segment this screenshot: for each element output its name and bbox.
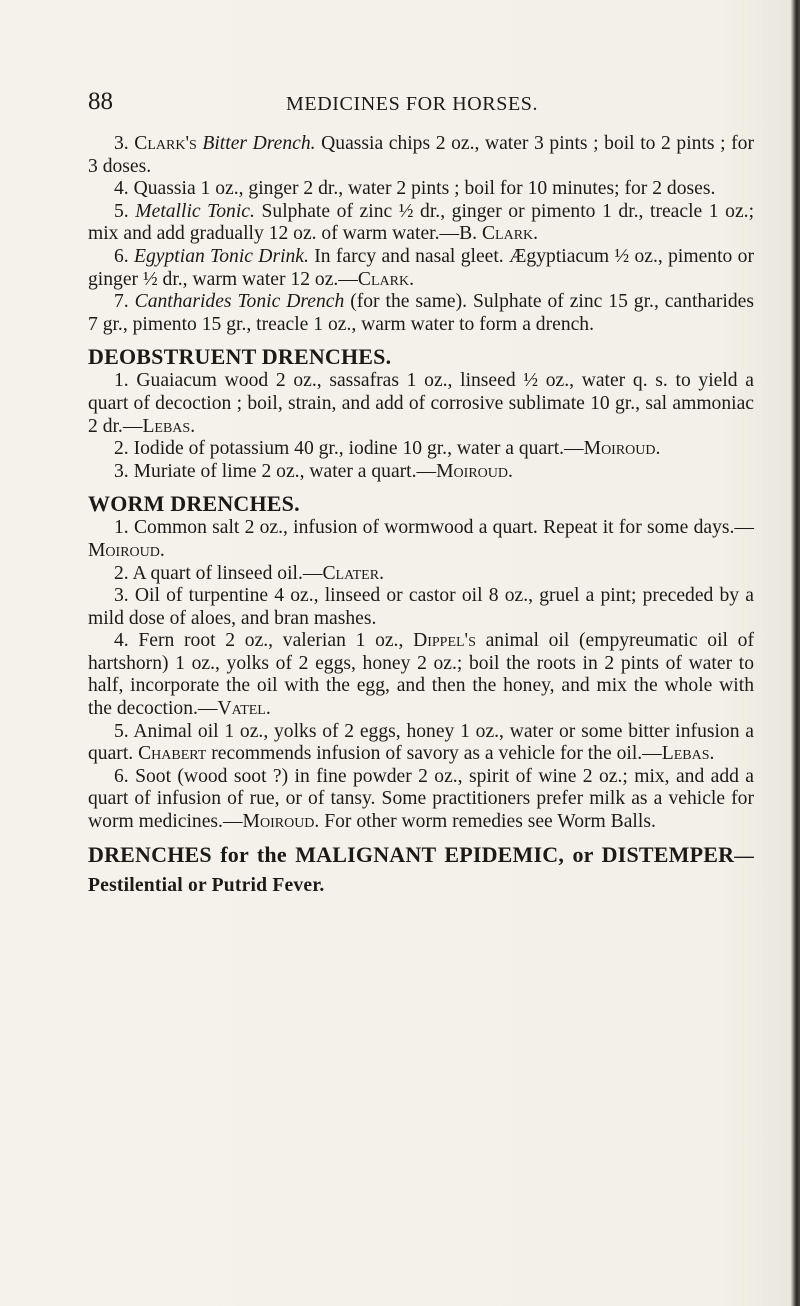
entry-linseed-oil: 2. A quart of linseed oil.—Clater. [114,562,384,584]
recipe-title: Egyptian Tonic Drink. [134,245,309,267]
person-name: Dippel's [413,630,476,652]
recipe-title: Metallic Tonic. [135,200,255,222]
entry-guaiacum-wood: 1. Guaiacum wood 2 oz., sassafras 1 oz., linseed ½ oz., water q. s. to yield a quart of decoction ; boil, strain, and add of corrosive sublimate 10 gr., sal ammoniac 2 dr.—Lebas. [88,370,754,437]
running-title: MEDICINES FOR HORSES. [286,93,539,115]
author-attribution: Lebas. [661,743,715,765]
entry-soot: 6. Soot (wood soot ?) in fine powder 2 oz., spirit of wine 2 oz.; mix, and add a quart of infusion of rue, or of tansy. Some practitioners prefer milk as a vehicle for worm medicines.—Moiroud. For other worm remedies see Worm Balls. [88,765,755,833]
section-heading-malignant: DRENCHES for the MALIGNANT EPIDEMIC, or DISTEMPER—Pestilential or Putrid Fever. [88,841,754,896]
page-body [88,133,754,899]
entry-cantharides-tonic-drench: 7. Cantharides Tonic Drench (for the same). Sulphate of zinc 15 gr., cantharides 7 gr., pimento 15 gr., treacle 1 oz., warm water to form a drench. [88,291,754,335]
author-attribution: Vatel. [217,698,271,720]
entry-metallic-tonic: 5. Metallic Tonic. Sulphate of zinc ½ dr., ginger or pimento 1 dr., treacle 1 oz.; mix and add gradually 12 oz. of warm water.—B. Clark. [88,200,755,245]
entry-oil-of-turpentine: 3. Oil of turpentine 4 oz., linseed or castor oil 8 oz., gruel a pint; preceded by a mild dose of aloes, and bran mashes. [88,585,754,629]
entry-common-salt: 1. Common salt 2 oz., infusion of wormwood a quart. Repeat it for some days.—Moiroud. [88,517,754,561]
entry-fern-root: 4. Fern root 2 oz., valerian 1 oz., Dippel's animal oil (empyreumatic oil of hartshorn) 1 oz., yolks of 2 eggs, honey 2 oz.; boil the roots in 2 pints of water to half, incorporate the oil with the egg, and then the honey, and mix the whole with the decoction.—Vatel. [88,630,754,720]
person-name: Chabert [138,743,207,765]
author-attribution: Moiroud. [88,539,165,561]
author-attribution: Clark. [357,268,414,290]
entry-iodide-of-potassium: 2. Iodide of potassium 40 gr., iodine 10 gr., water a quart.—Moiroud. [114,438,661,460]
author-attribution: Clater. [322,562,384,584]
page-header [88,88,748,118]
author-attribution: B. Clark. [459,223,539,245]
section-heading-worm: WORM DRENCHES. [88,491,300,517]
author-attribution: Moiroud. [242,811,320,833]
author-attribution: Moiroud. [436,460,513,482]
entry-clarks-bitter-drench: 3. Clark's Bitter Drench. Quassia chips 2 oz., water 3 pints ; boil to 2 pints ; for 3 doses. [88,133,754,177]
page-number: 88 [88,88,113,115]
author-attribution: Lebas. [142,415,196,437]
entry-egyptian-tonic-drink: 6. Egyptian Tonic Drink. In farcy and nasal gleet. Ægyptiacum ½ oz., pimento or ginger ½ dr., warm water 12 oz.—Clark. [88,245,755,290]
section-heading-deobstruent: DEOBSTRUENT DRENCHES. [88,344,392,370]
author-attribution: Moiroud. [583,438,661,460]
page-edge-shadow [791,0,800,1306]
entry-quassia-ginger: 4. Quassia 1 oz., ginger 2 dr., water 2 pints ; boil for 10 minutes; for 2 doses. [114,178,716,200]
entry-muriate-of-lime: 3. Muriate of lime 2 oz., water a quart.—Moiroud. [114,460,513,482]
recipe-title: Bitter Drench. [202,133,316,154]
recipe-title: Cantharides Tonic Drench [134,291,345,313]
entry-animal-oil: 5. Animal oil 1 oz., yolks of 2 eggs, honey 1 oz., water or some bitter infusion a quart. Chabert recommends infusion of savory as a vehicle for the oil.—Lebas. [88,720,754,765]
author-name: Clark's [134,133,197,154]
